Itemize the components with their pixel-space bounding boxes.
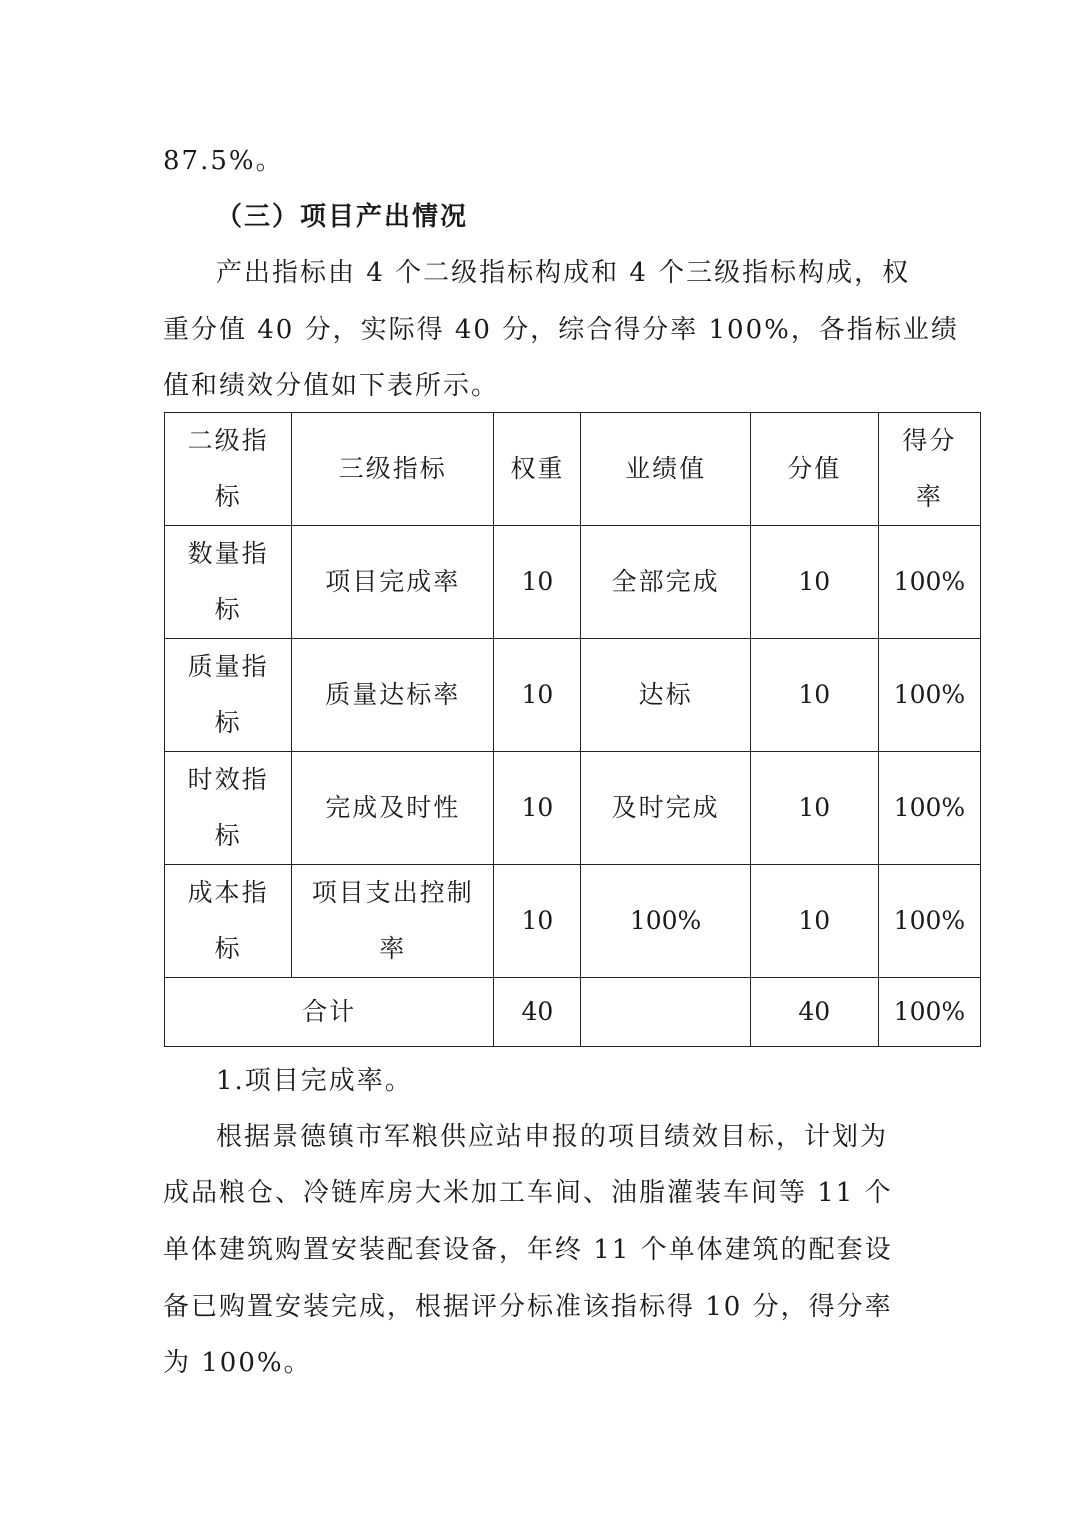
total-score: 40: [750, 978, 878, 1047]
cell-level2: 数量指 标: [165, 526, 292, 639]
cell-performance: 及时完成: [581, 752, 750, 865]
cell-performance: 达标: [581, 639, 750, 752]
body-line-3: 单体建筑购置安装配套设备，年终 11 个单体建筑的配套设: [163, 1235, 893, 1265]
cell-level3: 项目支出控制 率: [292, 865, 494, 978]
cell-level3: 完成及时性: [292, 752, 494, 865]
header-level3: 三级指标: [292, 413, 494, 526]
cell-performance: 100%: [581, 865, 750, 978]
header-level2: 二级指 标: [165, 413, 292, 526]
body-line-5: 为 100%。: [163, 1348, 312, 1378]
cell-level3: 项目完成率: [292, 526, 494, 639]
cell-level2: 时效指 标: [165, 752, 292, 865]
total-performance: [581, 978, 750, 1047]
total-weight: 40: [494, 978, 581, 1047]
cell-level3: 质量达标率: [292, 639, 494, 752]
table-row: [165, 639, 981, 752]
cell-score: 10: [750, 639, 878, 752]
header-rate: 得分 率: [878, 413, 980, 526]
cell-weight: 10: [494, 526, 581, 639]
summary-line-1: 产出指标由 4 个二级指标构成和 4 个三级指标构成，权: [216, 258, 911, 288]
cell-performance: 全部完成: [581, 526, 750, 639]
cell-score: 10: [750, 752, 878, 865]
section-heading: （三）项目产出情况: [216, 202, 469, 232]
performance-table: [164, 412, 981, 1047]
header-performance: 业绩值: [581, 413, 750, 526]
cell-score: 10: [750, 865, 878, 978]
intro-tail-text: 87.5%。: [163, 146, 284, 176]
subsection-heading: 1.项目完成率。: [216, 1066, 413, 1096]
body-line-1: 根据景德镇市军粮供应站申报的项目绩效目标，计划为: [216, 1122, 889, 1152]
table-row: [165, 526, 981, 639]
table-total-row: [165, 978, 981, 1047]
table-row: [165, 752, 981, 865]
header-score: 分值: [750, 413, 878, 526]
cell-score: 10: [750, 526, 878, 639]
total-rate: 100%: [878, 978, 980, 1047]
table-row: [165, 865, 981, 978]
cell-weight: 10: [494, 865, 581, 978]
cell-rate: 100%: [878, 865, 980, 978]
summary-line-2: 重分值 40 分，实际得 40 分，综合得分率 100%，各指标业绩: [163, 315, 959, 345]
cell-rate: 100%: [878, 752, 980, 865]
cell-weight: 10: [494, 752, 581, 865]
cell-level2: 成本指 标: [165, 865, 292, 978]
cell-rate: 100%: [878, 526, 980, 639]
summary-line-3: 值和绩效分值如下表所示。: [163, 371, 500, 401]
table-header-row: [165, 413, 981, 526]
body-line-2: 成品粮仓、冷链库房大米加工车间、油脂灌装车间等 11 个: [163, 1178, 893, 1208]
cell-weight: 10: [494, 639, 581, 752]
body-line-4: 备已购置安装完成，根据评分标准该指标得 10 分，得分率: [163, 1292, 893, 1322]
cell-rate: 100%: [878, 639, 980, 752]
total-label: 合计: [165, 978, 494, 1047]
cell-level2: 质量指 标: [165, 639, 292, 752]
header-weight: 权重: [494, 413, 581, 526]
